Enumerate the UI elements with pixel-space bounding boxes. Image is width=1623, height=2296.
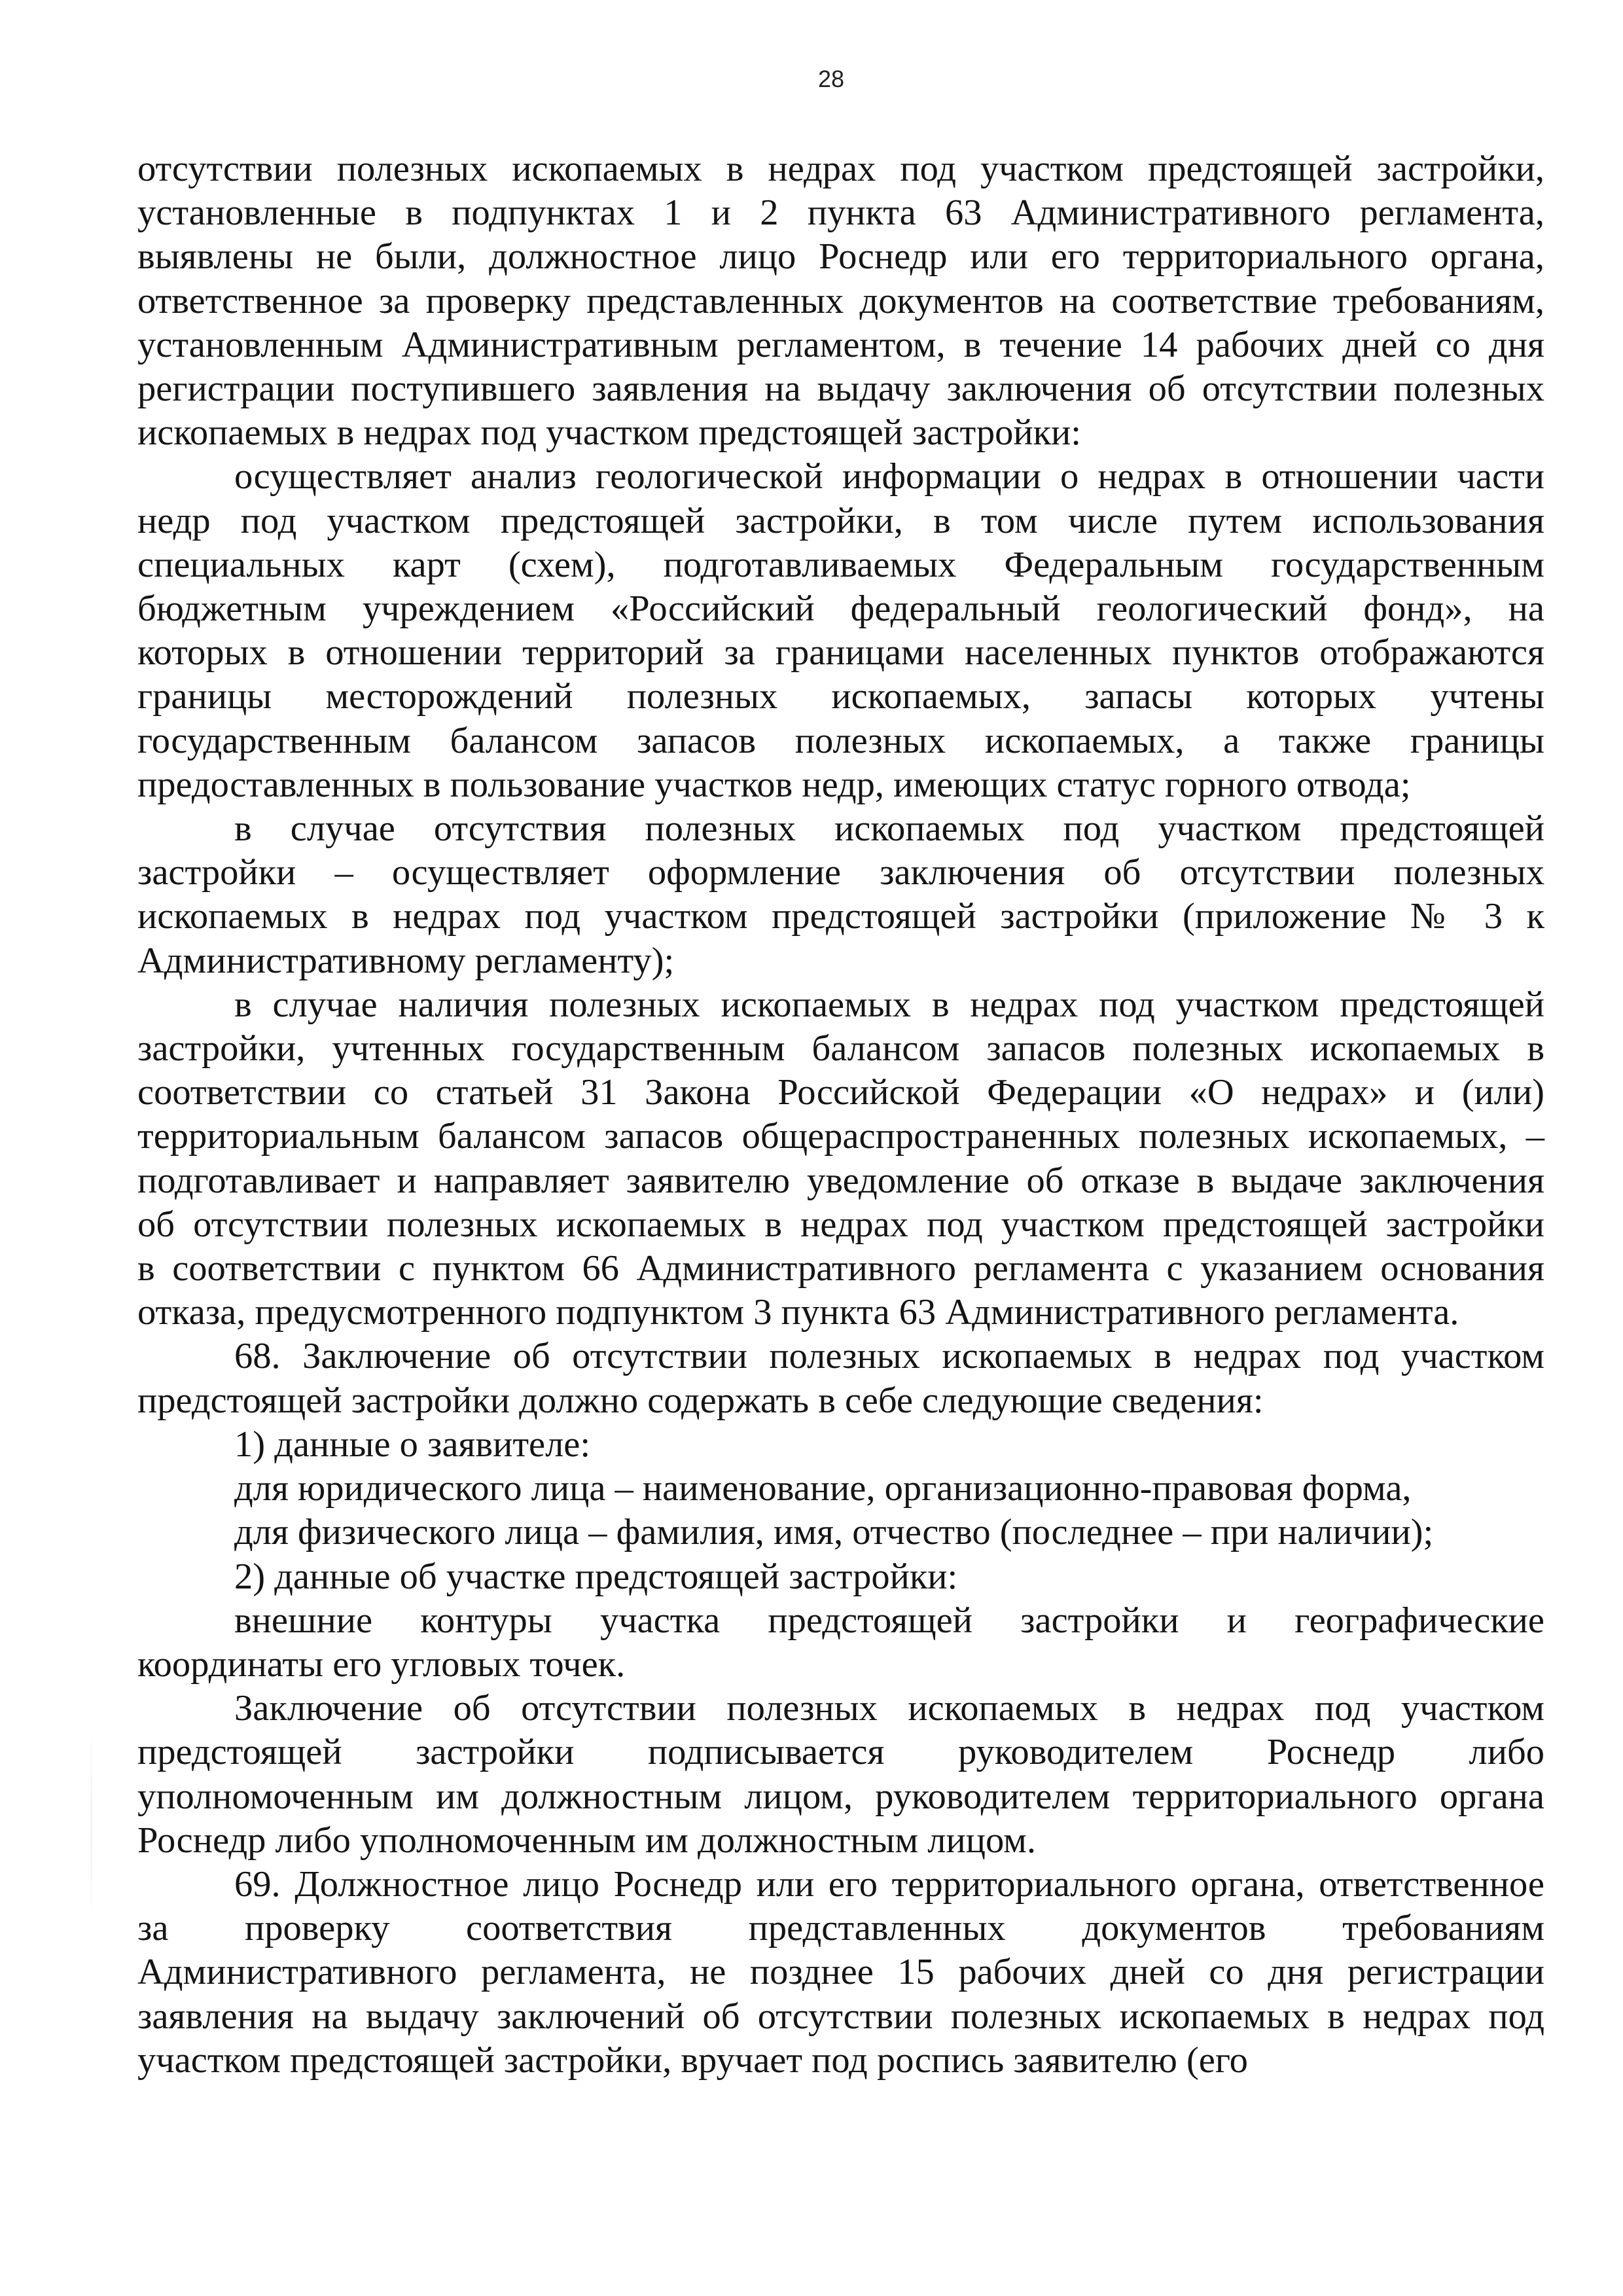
text-line: Административному регламенту); — [137, 940, 675, 981]
text-line: 69. Должностное лицо Роснедр или его территориального органа, ответственное — [234, 1863, 1544, 1905]
paragraph-p11 — [137, 1863, 1544, 2083]
text-line: в случае наличия полезных ископаемых в недрах под участком предстоящей — [234, 984, 1544, 1025]
text-line: которых в отношении территорий за границами населенных пунктов отображаются — [137, 632, 1544, 673]
text-line: застройки, учтенных государственным балансом запасов полезных ископаемых в — [137, 1028, 1544, 1069]
text-line: недр под участком предстоящей застройки, в том числе путем использования — [137, 500, 1544, 541]
text-line: установленным Административным регламентом, в течение 14 рабочих дней со дня — [137, 324, 1544, 365]
text-line: отсутствии полезных ископаемых в недрах под участком предстоящей застройки, — [137, 149, 1544, 189]
paragraph-p4 — [137, 1335, 1544, 1422]
text-line: отказа, предусмотренного подпунктом 3 пункта 63 Административного регламента. — [137, 1292, 1459, 1333]
text-line: за проверку соответствия представленных документов требованиям — [137, 1908, 1544, 1949]
text-line: специальных карт (схем), подготавливаемых Федеральным государственным — [137, 544, 1544, 585]
text-line: предстоящей застройки должно содержать в себе следующие сведения: — [137, 1380, 1264, 1421]
text-line: установленные в подпунктах 1 и 2 пункта 63 Административного регламента, — [137, 192, 1544, 234]
text-line: уполномоченным им должностным лицом, руководителем территориального органа — [137, 1776, 1544, 1817]
paragraph-p10 — [137, 1687, 1544, 1863]
scan-artifact — [90, 1728, 92, 1924]
paragraph-p6 — [137, 1467, 1544, 1511]
text-line: в соответствии с пунктом 66 Административного регламента с указанием основания — [137, 1248, 1544, 1289]
text-line: выявлены не были, должностное лицо Роснедр или его территориального органа, — [137, 236, 1544, 278]
paragraph-p1 — [137, 455, 1544, 807]
text-line: в случае отсутствия полезных ископаемых под участком предстоящей — [234, 808, 1544, 850]
text-line: участком предстоящей застройки, вручает под роспись заявителю (его — [137, 2039, 1248, 2081]
text-line: Роснедр либо уполномоченным им должностным лицом. — [137, 1820, 1036, 1861]
text-line: 68. Заключение об отсутствии полезных ископаемых в недрах под участком — [234, 1336, 1544, 1377]
text-line: об отсутствии полезных ископаемых в недрах под участком предстоящей застройки — [137, 1204, 1544, 1245]
text-line: координаты его угловых точек. — [137, 1643, 626, 1685]
text-line: для физического лица – фамилия, имя, отчество (последнее – при наличии); — [234, 1512, 1434, 1553]
paragraph-p9 — [137, 1599, 1544, 1687]
text-line: подготавливает и направляет заявителю уведомление об отказе в выдаче заключения — [137, 1160, 1544, 1201]
text-line: бюджетным учреждением «Российский федеральный геологический фонд», на — [137, 588, 1544, 630]
text-line: заявления на выдачу заключений об отсутствии полезных ископаемых в недрах под — [137, 1996, 1544, 2037]
text-line: соответствии со статьей 31 Закона Российской Федерации «О недрах» и (или) — [137, 1072, 1544, 1113]
text-line: внешние контуры участка предстоящей застройки и географические — [234, 1600, 1544, 1641]
text-line: ответственное за проверку представленных документов на соответствие требованиям, — [137, 280, 1544, 321]
text-line: государственным балансом запасов полезных ископаемых, а также границы — [137, 720, 1544, 761]
text-line: ископаемых в недрах под участком предстоящей застройки: — [137, 412, 1081, 454]
text-line: 2) данные об участке предстоящей застройки: — [234, 1556, 958, 1597]
paragraph-p7 — [137, 1511, 1544, 1554]
paragraph-p3 — [137, 983, 1544, 1335]
text-line: застройки – осуществляет оформление заключения об отсутствии полезных — [137, 852, 1544, 893]
document-body — [137, 147, 1544, 2083]
page-number: 28 — [817, 65, 845, 92]
text-line: регистрации поступившего заявления на выдачу заключения об отсутствии полезных — [137, 368, 1544, 410]
paragraph-p8 — [137, 1555, 1544, 1599]
text-line: для юридического лица – наименование, организационно-правовая форма, — [234, 1468, 1412, 1509]
text-line: предстоящей застройки подписывается руководителем Роснедр либо — [137, 1732, 1544, 1773]
paragraph-p5 — [137, 1423, 1544, 1467]
text-line: ископаемых в недрах под участком предстоящей застройки (приложение № 3 к — [137, 896, 1544, 937]
text-line: Заключение об отсутствии полезных ископаемых в недрах под участком — [234, 1688, 1544, 1729]
text-line: территориальным балансом запасов общераспространенных полезных ископаемых, – — [137, 1116, 1544, 1157]
paragraph-p0 — [137, 147, 1544, 455]
paragraph-p2 — [137, 807, 1544, 983]
text-line: предоставленных в пользование участков недр, имеющих статус горного отвода; — [137, 764, 1411, 805]
text-line: границы месторождений полезных ископаемых, запасы которых учтены — [137, 676, 1544, 717]
text-line: 1) данные о заявителе: — [234, 1424, 591, 1465]
text-line: осуществляет анализ геологической информации о недрах в отношении части — [234, 456, 1544, 497]
text-line: Административного регламента, не позднее 15 рабочих дней со дня регистрации — [137, 1952, 1544, 1993]
